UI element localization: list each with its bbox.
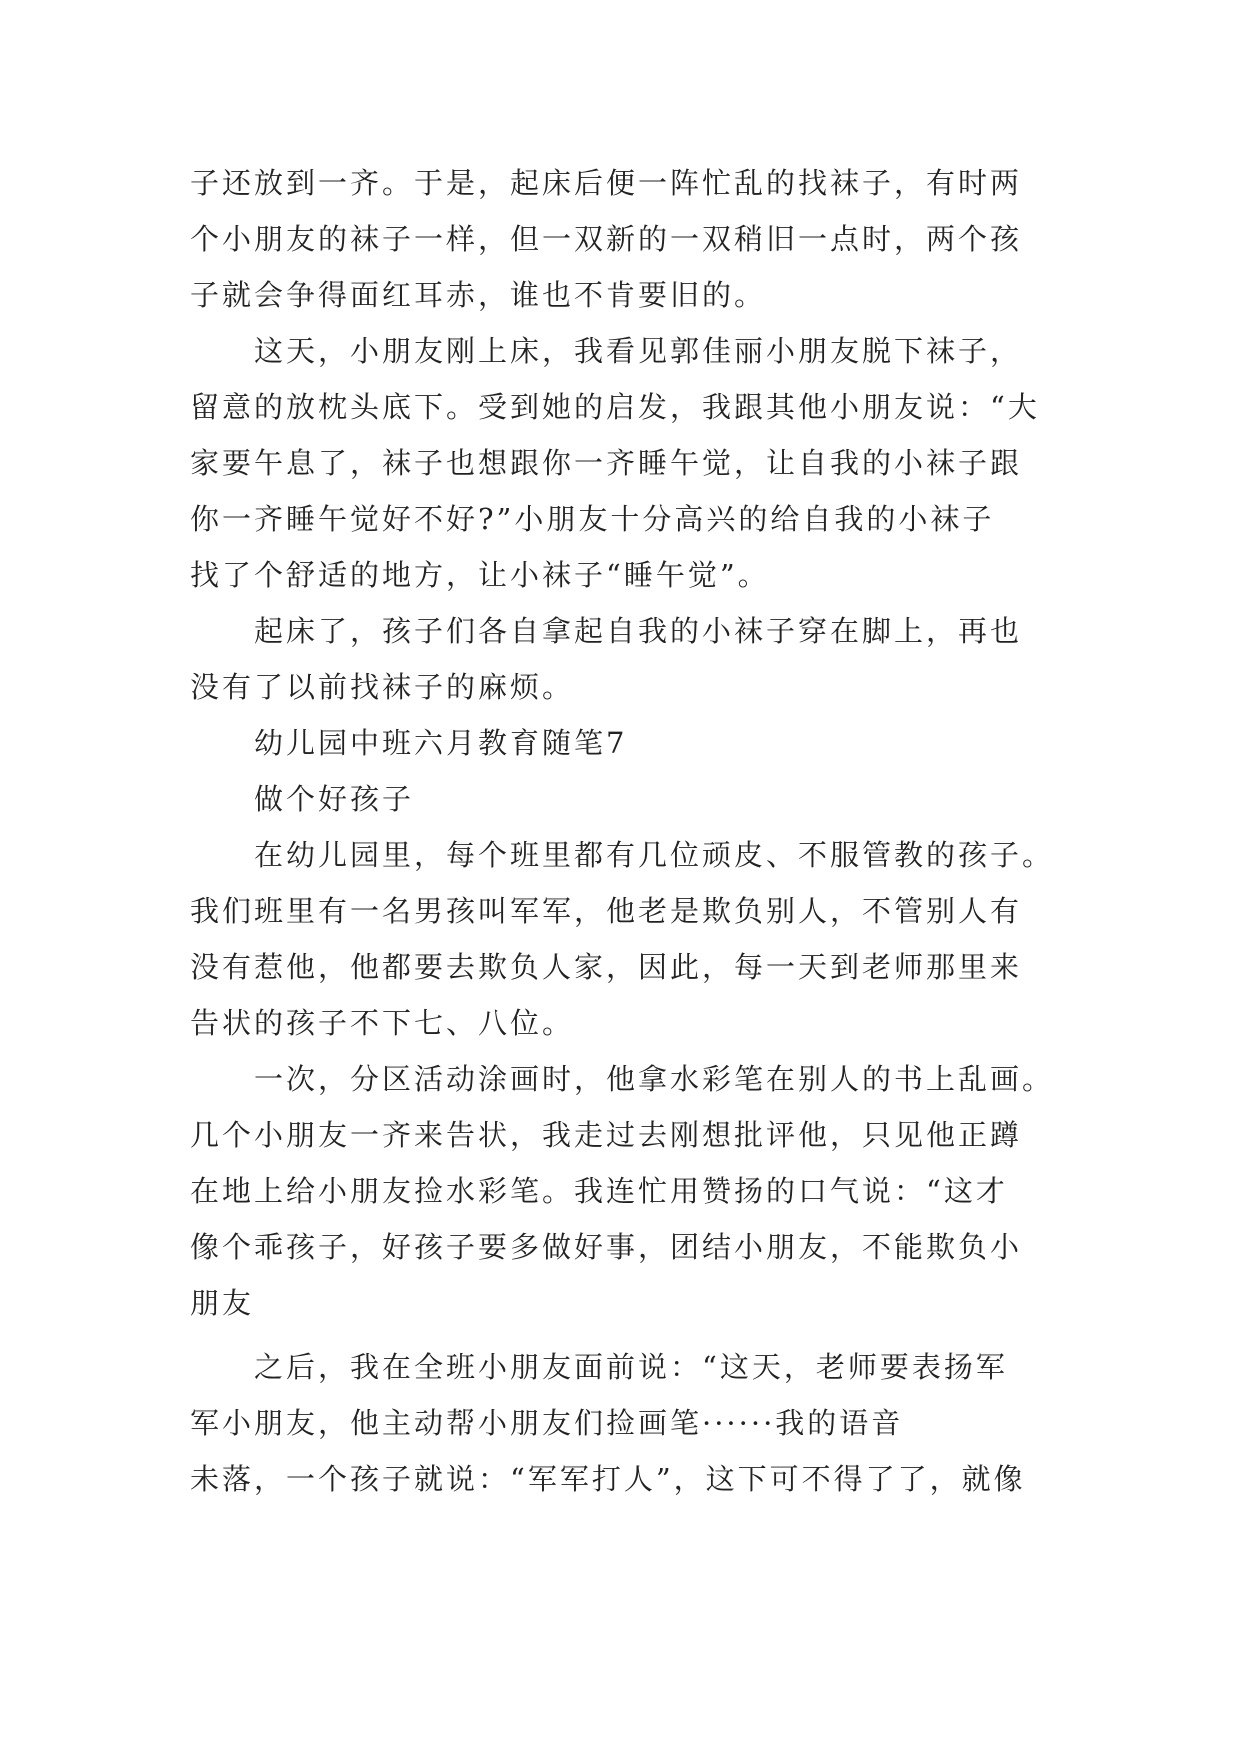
text-line: 在地上给小朋友捡水彩笔。我连忙用赞扬的口气说：“这才	[190, 1174, 1008, 1208]
text-line: 子就会争得面红耳赤，谁也不肯要旧的。	[190, 278, 767, 312]
paragraph-start: 一次，分区活动涂画时，他拿水彩笔在别人的书上乱画。	[254, 1062, 1055, 1096]
paragraph-start: 起床了，孩子们各自拿起自我的小袜子穿在脚上，再也	[254, 614, 1023, 648]
paragraph-start: 这天，小朋友刚上床，我看见郭佳丽小朋友脱下袜子，	[254, 334, 1023, 368]
text-line: 家要午息了，袜子也想跟你一齐睡午觉，让自我的小袜子跟	[190, 446, 1023, 480]
section-heading: 幼儿园中班六月教育随笔7	[254, 726, 628, 760]
document-page	[190, 155, 1070, 1507]
text-line: 留意的放枕头底下。受到她的启发，我跟其他小朋友说：“大	[190, 390, 1040, 424]
text-line: 军小朋友，他主动帮小朋友们捡画笔······我的语音	[190, 1406, 904, 1440]
text-line: 我们班里有一名男孩叫军军，他老是欺负别人，不管别人有	[190, 894, 1023, 928]
text-line: 你一齐睡午觉好不好?”小朋友十分高兴的给自我的小袜子	[190, 502, 995, 536]
text-line: 告状的孩子不下七、八位。	[190, 1006, 575, 1040]
text-line: 找了个舒适的地方，让小袜子“睡午觉”。	[190, 558, 770, 592]
text-line: 个小朋友的袜子一样，但一双新的一双稍旧一点时，两个孩	[190, 222, 1023, 256]
paragraph-start: 在幼儿园里，每个班里都有几位顽皮、不服管教的孩子。	[254, 838, 1055, 872]
text-line: 朋友	[190, 1286, 255, 1320]
paragraph-start: 之后，我在全班小朋友面前说：“这天，老师要表扬军	[254, 1350, 1008, 1384]
text-line: 子还放到一齐。于是，起床后便一阵忙乱的找袜子，有时两	[190, 166, 1023, 200]
text-line: 没有了以前找袜子的麻烦。	[190, 670, 575, 704]
text-line: 几个小朋友一齐来告状，我走过去刚想批评他，只见他正蹲	[190, 1118, 1023, 1152]
text-line: 未落，一个孩子就说：“军军打人”，这下可不得了了，就像	[190, 1462, 1026, 1496]
text-line: 没有惹他，他都要去欺负人家，因此，每一天到老师那里来	[190, 950, 1023, 984]
essay-title: 做个好孩子	[254, 782, 415, 816]
text-line: 像个乖孩子，好孩子要多做好事，团结小朋友，不能欺负小	[190, 1230, 1023, 1264]
